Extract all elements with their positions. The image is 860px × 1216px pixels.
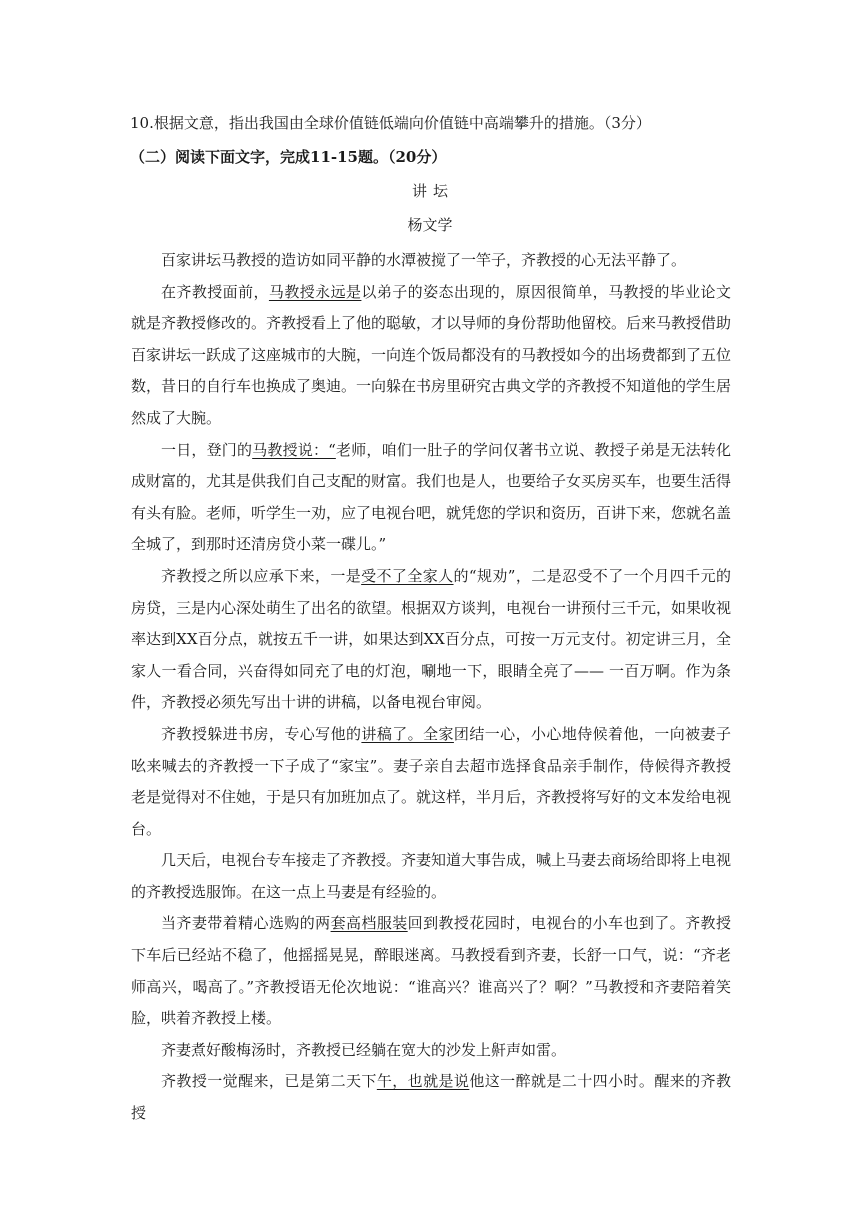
article-paragraph bbox=[131, 277, 731, 435]
section-heading: （二）阅读下面文字，完成11-15题。（20分） bbox=[130, 148, 447, 166]
paragraph-text: 齐教授之所以应承下来，一是 bbox=[161, 566, 362, 585]
article-paragraph bbox=[131, 435, 731, 561]
paragraph-text: 当齐妻带着精心选购的两 bbox=[161, 914, 331, 933]
paragraph-text: 在齐教授面前， bbox=[161, 282, 269, 301]
underlined-text: 套高档服装 bbox=[330, 914, 408, 933]
paragraph-text: 一日，登门的 bbox=[161, 440, 253, 459]
paragraph-text: 齐教授躲进书房，专心写他的 bbox=[161, 724, 362, 743]
paragraph-text: 几天后，电视台专车接走了齐教授。齐妻知道大事告成，喊上马妻去商场给即将上电视的齐教授选服饰。在这一点上马妻是有经验的。 bbox=[131, 851, 732, 901]
article-paragraph bbox=[131, 1035, 731, 1067]
paragraph-text: 齐教授一觉醒来，已是第二天下 bbox=[161, 1072, 377, 1091]
question-10: 10.根据文意，指出我国由全球价值链低端向价值链中高端攀升的措施。（3分） bbox=[130, 114, 651, 132]
paragraph-text: 回到教授花园时，电视台的小车也到了。齐教授下车后已经站不稳了，他摇摇晃晃，醉眼迷离。马教授看到齐妻，长舒一口气，说：“齐老师高兴，喝高了。”齐教授语无伦次地说：“谁高兴？谁高兴了？啊？”马教授和齐妻陪着笑脸，哄着齐教授上楼。 bbox=[131, 914, 731, 1028]
article-paragraph bbox=[131, 845, 731, 908]
underlined-text: 讲稿了。全家 bbox=[361, 724, 454, 743]
article-author: 杨文学 bbox=[407, 216, 453, 234]
paragraph-text: 老师，咱们一肚子的学问仅著书立说、教授子弟是无法转化成财富的，尤其是供我们自己支配的财富。我们也是人，也要给子女买房买车，也要生活得有头有脸。老师，听学生一劝，应了电视台吧，就凭您的学识和资历，百讲下来，您就名盖全城了，到那时还清房贷小菜一碟儿。” bbox=[131, 440, 732, 554]
article-body bbox=[131, 245, 731, 1130]
paragraph-text: 他这一醉就是二十四小时。醒来的齐教授 bbox=[131, 1072, 731, 1123]
article-paragraph bbox=[131, 245, 731, 277]
paragraph-text: 百家讲坛马教授的造访如同平静的水潭被搅了一竿子，齐教授的心无法平静了。 bbox=[161, 251, 687, 269]
paragraph-text: 齐妻煮好酸梅汤时，齐教授已经躺在宽大的沙发上鼾声如雷。 bbox=[161, 1040, 567, 1059]
paragraph-text: 团结一心，小心地侍候着他，一向被妻子吆来喊去的齐教授一下子成了“家宝”。妻子亲自去超市选择食品亲手制作，侍候得齐教授老是觉得对不住她，于是只有加班加点了。就这样，半月后，齐教授将写好的文本发给电视台。 bbox=[131, 724, 732, 838]
paragraph-text: 的“规劝”，二是忍受不了一个月四千元的房贷，三是内心深处萌生了出名的欲望。根据双方谈判，电视台一讲预付三千元，如果收视率达到XX百分点，就按五千一讲，如果达到XX百分点，可按一万元支付。初定讲三月，全家人一看合同，兴奋得如同充了电的灯泡，唰地一下，眼睛全亮了—— 一百万啊。作为条件，齐教授必须先写出十讲的讲稿，以备电视台审阅。 bbox=[131, 566, 732, 712]
article-paragraph bbox=[131, 719, 731, 845]
article-title: 讲坛 bbox=[411, 182, 454, 200]
underlined-text: 受不了全家人 bbox=[361, 566, 454, 585]
underlined-text: 马教授说：“ bbox=[252, 440, 336, 459]
underlined-text: 午，也就是说 bbox=[376, 1072, 470, 1091]
article-paragraph bbox=[131, 1066, 731, 1129]
article-paragraph bbox=[131, 908, 731, 1034]
paragraph-text: 以弟子的姿态出现的，原因很简单，马教授的毕业论文就是齐教授修改的。齐教授看上了他的聪敏，才以导师的身份帮助他留校。后来马教授借助百家讲坛一跃成了这座城市的大腕，一向连个饭局都没有的马教授如今的出场费都到了五位数，昔日的自行车也换成了奥迪。一向躲在书房里研究古典文学的齐教授不知道他的学生居然成了大腕。 bbox=[131, 282, 732, 427]
underlined-text: 马教授永远是 bbox=[268, 282, 362, 301]
article-paragraph bbox=[131, 561, 731, 719]
